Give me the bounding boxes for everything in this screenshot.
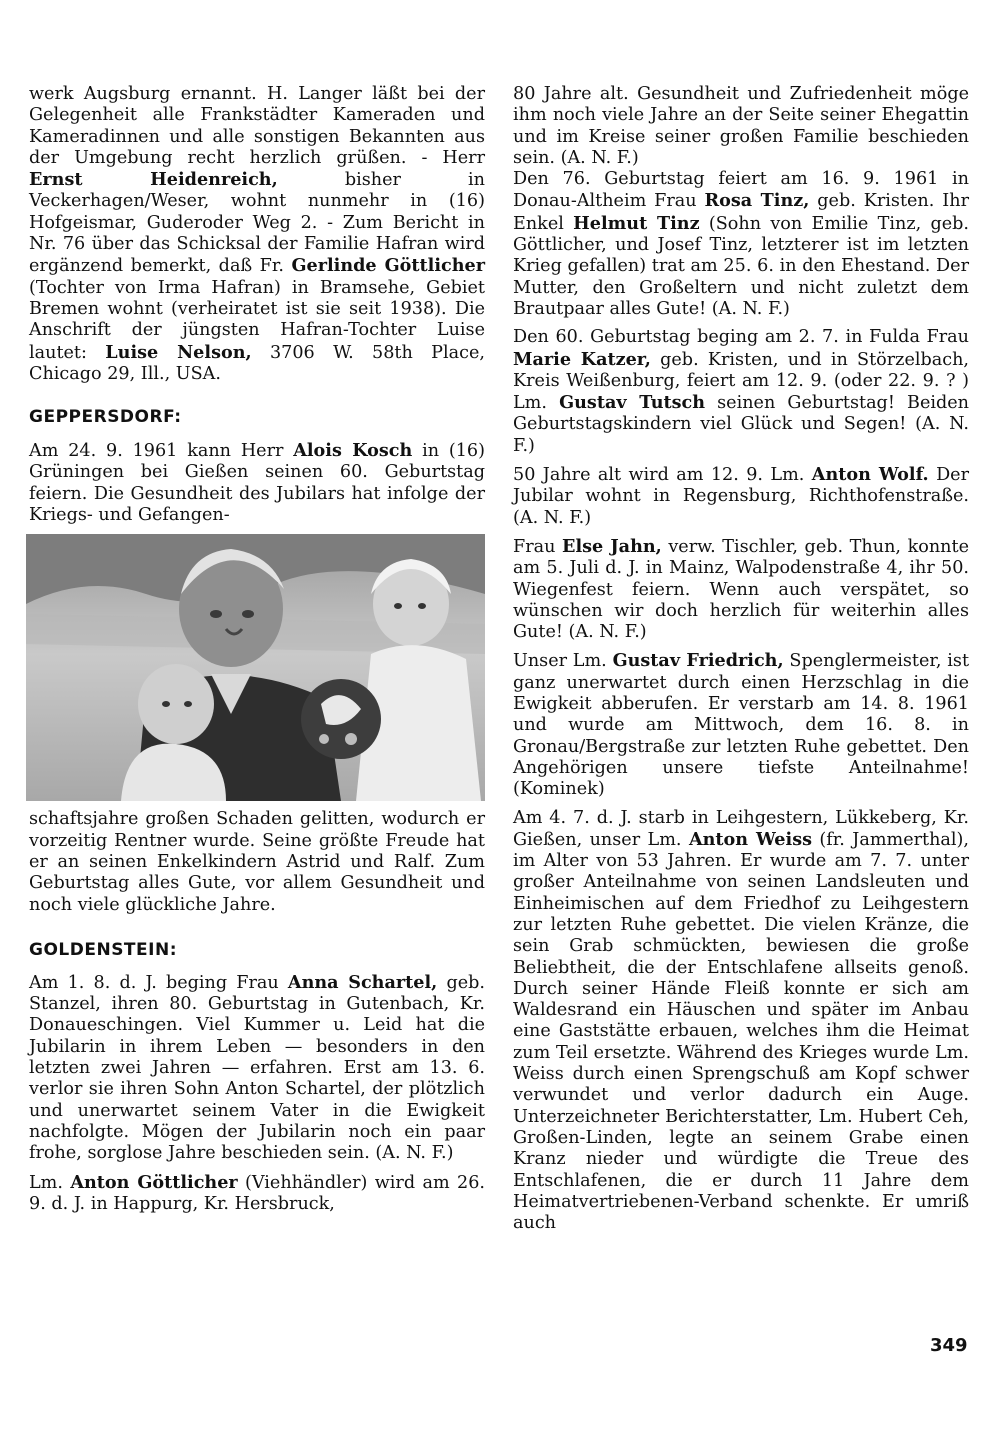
paragraph-katzer: Den 60. Geburtstag beging am 2. 7. in Fulda Frau Marie Katzer, geb. Kristen, und in Störzelbach, Kreis Weißenburg, feiert am 12. 9. (oder 22. 9. ? ) Lm. Gustav Tutsch seinen Geburtstag! Beiden Geburtstagskindern viel Glück und Segen! (A. N. F.) xyxy=(513,327,970,456)
left-column xyxy=(29,84,485,1215)
page-number: 349 xyxy=(930,1335,968,1356)
paragraph-langer: werk Augsburg ernannt. H. Langer läßt bei der Gelegenheit alle Frankstädter Kameraden und Kameradinnen und alle sonstigen Bekannten aus der Umgebung recht herzlich grüßen. - Herr Ernst Heidenreich, bisher in Veckerhagen/Weser, wohnt nunmehr in (16) Hofgeismar, Guderoder Weg 2. - Zum Bericht in Nr. 76 über das Schicksal der Familie Hafran wird ergänzend bemerkt, daß Fr. Gerlinde Göttlicher (Tochter von Irma Hafran) in Bramsehe, Gebiet Bremen wohnt (verheiratet ist sie seit 1938). Die Anschrift der jüngsten Hafran-Tochter Luise lautet: Luise Nelson, 3706 W. 58th Place, Chicago 29, Ill., USA. xyxy=(29,84,485,384)
right-column xyxy=(513,84,969,1234)
paragraph-goettlicher: Lm. Anton Göttlicher (Viehhändler) wird am 26. 9. d. J. in Happurg, Kr. Hersbruck, xyxy=(29,1171,485,1214)
paragraph-wolf: 50 Jahre alt wird am 12. 9. Lm. Anton Wolf. Der Jubilar wohnt in Regensburg, Richthofenstraße. (A. N. F.) xyxy=(513,464,969,528)
paragraph-kosch: Am 24. 9. 1961 kann Herr Alois Kosch in (16) Grüningen bei Gießen seinen 60. Geburtstag feiern. Die Gesundheit des Jubilars hat infolge der Kriegs- und Gefangen- xyxy=(29,440,485,526)
paragraph-kosch-continued: schaftsjahre großen Schaden gelitten, wodurch er vorzeitig Rentner wurde. Seine größte Freude hat er an seinen Enkelkindern Astrid und Ralf. Zum Geburtstag alles Gute, vor allem Gesundheit und noch viele glückliche Jahre. xyxy=(29,809,485,915)
paragraph-schartel: Am 1. 8. d. J. beging Frau Anna Schartel, geb. Stanzel, ihren 80. Geburtstag in Gutenbach, Kr. Donaueschingen. Viel Kummer u. Leid hat die Jubilarin in ihrem Leben — besonders in den letzten zwei Jahren — erfahren. Erst am 13. 6. verlor sie ihren Sohn Anton Schartel, der plötzlich und unerwartet seinem Vater in die Ewigkeit nachfolgte. Mögen der Jubilarin noch ein paar frohe, sorglose Jahre beschieden sein. (A. N. F.) xyxy=(29,971,485,1164)
photo-grandfather-with-grandchildren xyxy=(26,534,485,801)
family-photo xyxy=(26,534,485,801)
paragraph-goettlicher-continued: 80 Jahre alt. Gesundheit und Zufriedenheit möge ihm noch viele Jahre an der Seite seiner Ehegattin und im Kreise seiner großen Familie beschieden sein. (A. N. F.) xyxy=(513,84,969,168)
section-heading-geppersdorf: GEPPERSDORF: xyxy=(29,407,182,428)
paragraph-friedrich: Unser Lm. Gustav Friedrich, Spenglermeister, ist ganz unerwartet durch einen Herzschlag in die Ewigkeit abberufen. Er verstarb am 14. 8. 1961 und wurde am Mittwoch, dem 16. 8. in Gronau/Bergstraße zur letzten Ruhe gebettet. Den Angehörigen unsere tiefste Anteilnahme! (Kominek) xyxy=(513,650,970,800)
paragraph-tinz: Den 76. Geburtstag feiert am 16. 9. 1961 in Donau-Altheim Frau Rosa Tinz, geb. Kristen. Ihr Enkel Helmut Tinz (Sohn von Emilie Tinz, geb. Göttlicher, und Josef Tinz, letzterer ist im letzten Krieg gefallen) trat am 25. 6. in den Ehestand. Der Mutter, den Großeltern und nicht zuletzt dem Brautpaar alles Gute! (A. N. F.) xyxy=(513,169,969,319)
paragraph-weiss: Am 4. 7. d. J. starb in Leihgestern, Lükkeberg, Kr. Gießen, unser Lm. Anton Weiss (fr. Jammerthal), im Alter von 53 Jahren. Er wurde am 7. 7. unter großer Anteilnahme von seinen Landsleuten und Einheimischen auf dem Friedhof zu Leihgestern zur letzten Ruhe gebettet. Die vielen Kränze, die sein Grab schmückten, bewiesen die große Beliebtheit, die der Entschlafene allseits genoß. Durch seiner Hände Fleiß konnte er sich am Waldesrand ein Häuschen und später im Anbau eine Gaststätte erbauen, welches ihm die Heimat zum Teil ersetzte. Während des Krieges wurde Lm. Weiss durch einen Sprengschuß am Kopf schwer verwundet und verlor dadurch ein Auge. Unterzeichneter Berichterstatter, Lm. Hubert Ceh, Großen-Linden, legte an seinem Grabe einen Kranz nieder und würdigte die Treue des Entschlafenen, die er durch 11 Jahre dem Heimatvertriebenen-Verband schenkte. Er umriß auch xyxy=(513,807,969,1234)
paragraph-jahn: Frau Else Jahn, verw. Tischler, geb. Thun, konnte am 5. Juli d. J. in Mainz, Walpodenstraße 4, ihr 50. Wiegenfest feiern. Wenn auch verspätet, so wünschen wir doch herzlich für weiterhin alles Gute! (A. N. F.) xyxy=(513,535,969,643)
section-heading-goldenstein: GOLDENSTEIN: xyxy=(29,939,177,960)
